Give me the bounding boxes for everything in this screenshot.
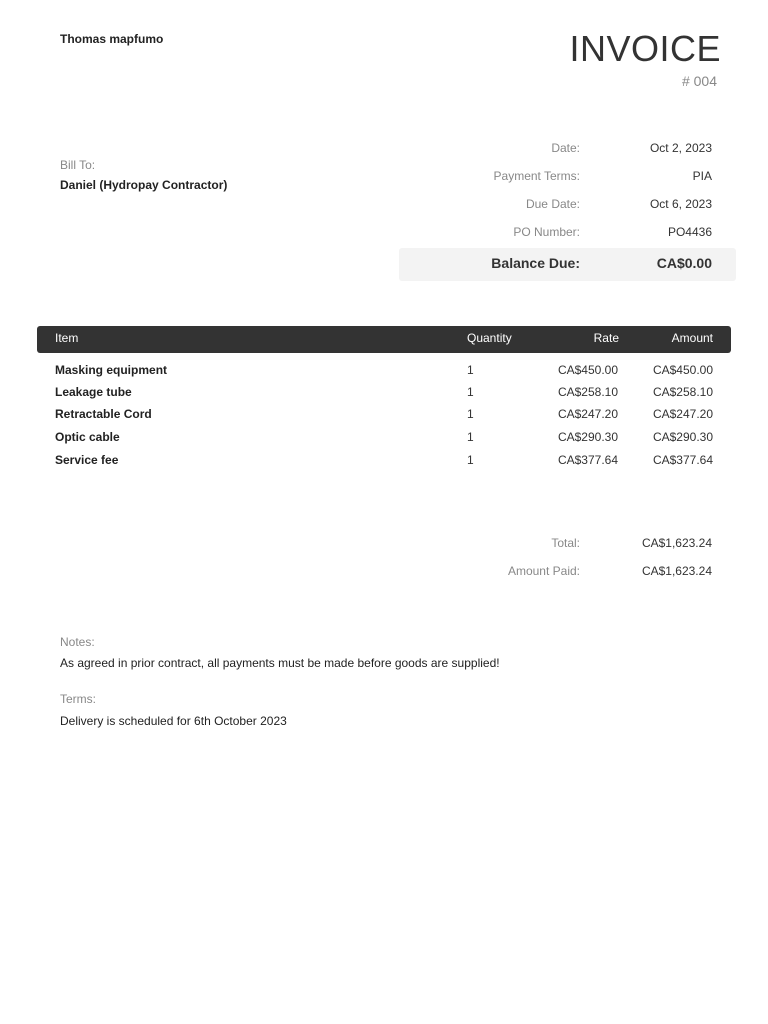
- column-header-quantity: Quantity: [467, 331, 512, 345]
- notes-label: Notes:: [60, 635, 95, 649]
- total-value: CA$1,623.24: [641, 536, 712, 550]
- meta-label: Due Date:: [525, 197, 580, 211]
- row-amount: CA$450.00: [652, 363, 713, 377]
- terms-label: Terms:: [60, 692, 96, 706]
- row-rate: CA$247.20: [557, 407, 618, 421]
- sender-name: Thomas mapfumo: [60, 32, 164, 46]
- meta-value: Oct 2, 2023: [649, 141, 712, 155]
- balance-due-label: Balance Due:: [491, 255, 580, 271]
- row-quantity: 1: [467, 385, 474, 399]
- row-quantity: 1: [467, 407, 474, 421]
- amount-paid-value: CA$1,623.24: [641, 564, 712, 578]
- total-label: Total:: [551, 536, 580, 550]
- meta-row-date: [400, 141, 720, 161]
- column-header-item: Item: [55, 331, 79, 345]
- row-rate: CA$290.30: [557, 430, 618, 444]
- amount-paid-row: [400, 564, 720, 584]
- row-quantity: 1: [467, 430, 474, 444]
- table-row: [37, 363, 731, 383]
- row-quantity: 1: [467, 453, 474, 467]
- row-amount: CA$377.64: [652, 453, 713, 467]
- table-row: [37, 430, 731, 450]
- row-quantity: 1: [467, 363, 474, 377]
- row-item: Service fee: [55, 453, 119, 467]
- row-item: Masking equipment: [55, 363, 168, 377]
- row-amount: CA$258.10: [652, 385, 713, 399]
- bill-to-name: Daniel (Hydropay Contractor): [60, 178, 228, 192]
- table-row: [37, 407, 731, 427]
- meta-value: PO4436: [667, 225, 712, 239]
- row-item: Optic cable: [55, 430, 120, 444]
- row-rate: CA$450.00: [557, 363, 618, 377]
- invoice-number: # 004: [681, 73, 717, 89]
- meta-label: Date:: [551, 141, 580, 155]
- row-amount: CA$247.20: [652, 407, 713, 421]
- meta-row-po-number: [400, 225, 720, 245]
- invoice-title: INVOICE: [569, 28, 721, 69]
- row-rate: CA$377.64: [557, 453, 618, 467]
- column-header-rate: Rate: [593, 331, 619, 345]
- meta-value: Oct 6, 2023: [649, 197, 712, 211]
- bill-to-label: Bill To:: [60, 158, 96, 172]
- balance-due-value: CA$0.00: [656, 255, 712, 271]
- balance-due-box: [399, 248, 736, 281]
- meta-label: PO Number:: [513, 225, 580, 239]
- meta-label: Payment Terms:: [493, 169, 580, 183]
- total-row: [400, 536, 720, 556]
- row-item: Leakage tube: [55, 385, 132, 399]
- meta-row-payment-terms: [400, 169, 720, 189]
- table-row: [37, 453, 731, 473]
- terms-text: Delivery is scheduled for 6th October 2023: [60, 714, 287, 728]
- row-amount: CA$290.30: [652, 430, 713, 444]
- items-table-header: [37, 326, 731, 353]
- meta-value: PIA: [692, 169, 712, 183]
- meta-row-due-date: [400, 197, 720, 217]
- amount-paid-label: Amount Paid:: [507, 564, 580, 578]
- row-item: Retractable Cord: [55, 407, 152, 421]
- row-rate: CA$258.10: [557, 385, 618, 399]
- column-header-amount: Amount: [671, 331, 713, 345]
- table-row: [37, 385, 731, 405]
- notes-text: As agreed in prior contract, all payments must be made before goods are supplied!: [60, 656, 500, 670]
